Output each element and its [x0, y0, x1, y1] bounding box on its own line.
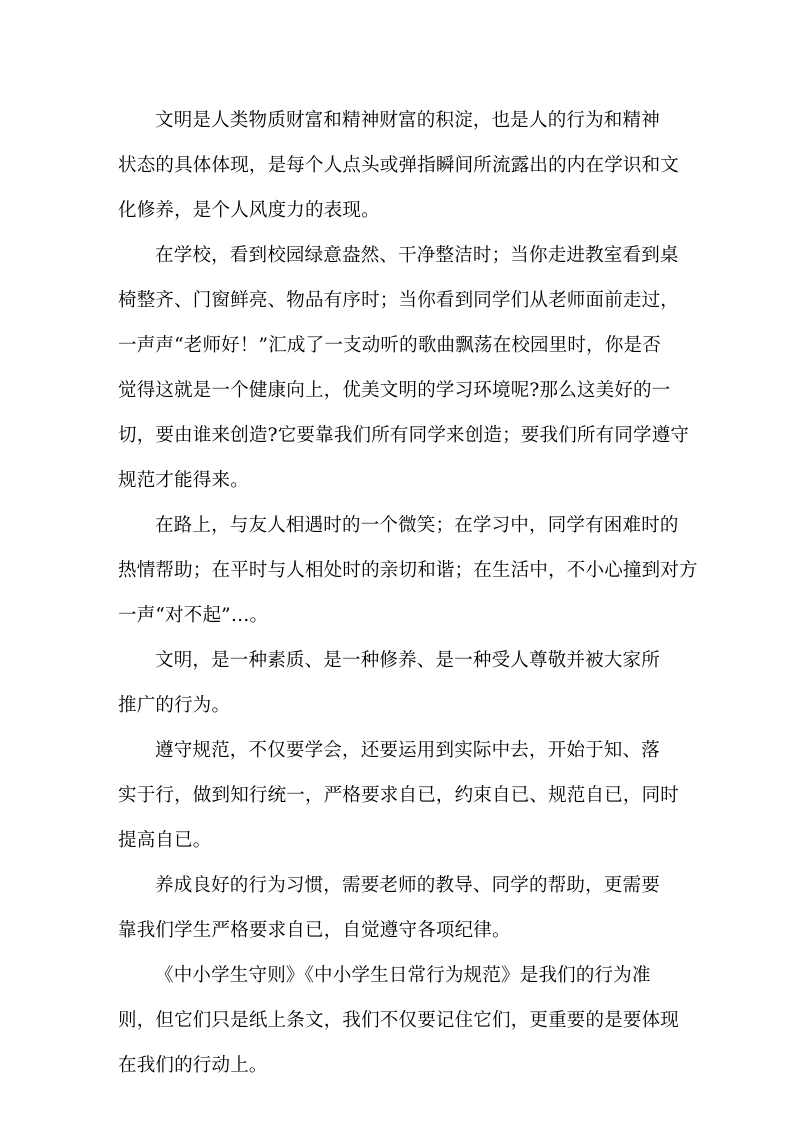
paragraph-line: 靠我们学生严格要求自已，自觉遵守各项纪律。	[118, 920, 511, 941]
paragraph-line: 在路上，与友人相遇时的一个微笑；在学习中，同学有困难时的	[155, 515, 679, 536]
paragraph-line: 文明是人类物质财富和精神财富的积淀，也是人的行为和精神	[155, 110, 660, 131]
paragraph-3	[118, 503, 698, 638]
document-body	[118, 98, 698, 1088]
paragraph-line: 在我们的行动上。	[118, 1055, 268, 1076]
paragraph-line: 化修养，是个人风度力的表现。	[118, 200, 380, 221]
paragraph-line: 规范才能得来。	[118, 470, 249, 491]
paragraph-line: 养成良好的行为习惯，需要老师的教导、同学的帮助，更需要	[155, 875, 660, 896]
paragraph-6	[118, 863, 678, 953]
paragraph-7	[118, 953, 678, 1088]
paragraph-4	[118, 638, 678, 728]
paragraph-line: 椅整齐、门窗鲜亮、物品有序时；当你看到同学们从老师面前走过，	[118, 290, 680, 311]
paragraph-line: 一声声“老师好！”汇成了一支动听的歌曲飘荡在校园里时，你是否	[118, 335, 661, 356]
paragraph-line: 遵守规范，不仅要学会，还要运用到实际中去，开始于知、落	[155, 740, 660, 761]
paragraph-line: 在学校，看到校园绿意盎然、干净整洁时；当你走进教室看到桌	[155, 245, 679, 266]
paragraph-line: 则，但它们只是纸上条文，我们不仅要记住它们，更重要的是要体现	[118, 1010, 680, 1031]
paragraph-line: 实于行，做到知行统一，严格要求自已，约束自已、规范自已，同时	[118, 785, 680, 806]
paragraph-line: 觉得这就是一个健康向上，优美文明的学习环境呢?那么这美好的一	[118, 380, 671, 401]
paragraph-line: 一声“对不起”…。	[118, 605, 269, 626]
paragraph-line: 热情帮助；在平时与人相处时的亲切和谐；在生活中，不小心撞到对方	[118, 560, 698, 581]
paragraph-5	[118, 728, 678, 863]
paragraph-1	[118, 98, 678, 233]
paragraph-2	[118, 233, 690, 503]
paragraph-line: 提高自已。	[118, 830, 212, 851]
paragraph-line: 《中小学生守则》《中小学生日常行为规范》是我们的行为准	[155, 965, 651, 986]
paragraph-line: 推广的行为。	[118, 695, 231, 716]
paragraph-line: 切，要由谁来创造?它要靠我们所有同学来创造；要我们所有同学遵守	[118, 425, 690, 446]
paragraph-line: 状态的具体体现，是每个人点头或弹指瞬间所流露出的内在学识和文	[118, 155, 680, 176]
paragraph-line: 文明，是一种素质、是一种修养、是一种受人尊敬并被大家所	[155, 650, 660, 671]
